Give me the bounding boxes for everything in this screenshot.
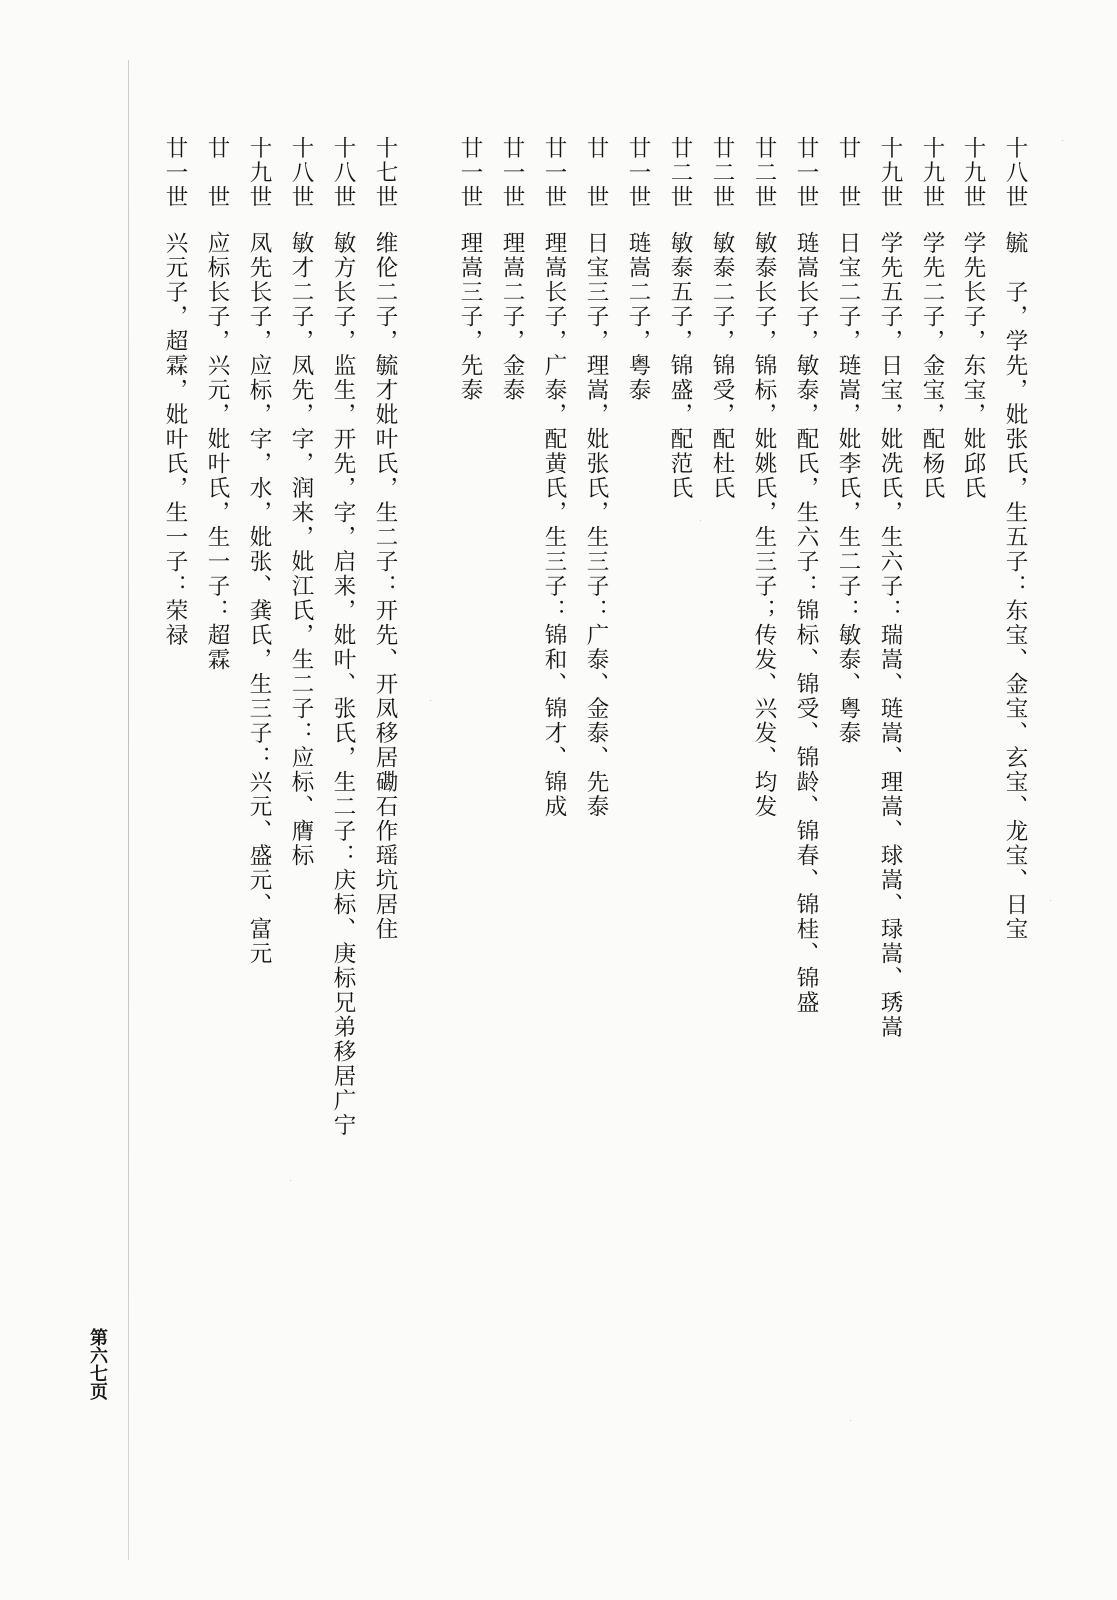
genealogy-entry [707,136,737,501]
entry-text: 敏泰长子，锦标，妣姚氏，生三子；传发、兴发、均发 [751,231,777,819]
page-number: 第六七页 [87,1328,108,1400]
genealogy-entry [202,136,232,672]
genealogy-entry [455,136,485,403]
genealogy-entry [160,136,190,648]
generation-label: 廿一世 [499,136,525,210]
genealogy-entry [749,136,779,819]
generation-label: 十八世 [330,136,356,210]
genealogy-entry [833,136,863,746]
scan-speck [430,700,431,701]
entry-text: 日宝三子，理嵩，妣张氏，生三子：广泰、金泰、先泰 [583,231,609,819]
entry-text: 琏嵩二子，粤泰 [625,231,651,403]
page-fold-line [128,60,129,1560]
generation-label: 十九世 [960,136,986,210]
entry-text: 敏泰二子，锦受，配杜氏 [709,231,735,501]
entry-text: 敏泰五子，锦盛，配范氏 [667,231,693,501]
entry-text: 应标长子，兴元，妣叶氏，生一子：超霖 [204,231,230,672]
generation-label: 廿一世 [541,136,567,210]
genealogy-entry [497,136,527,403]
entry-text: 敏方长子，监生，开先，字，启来，妣叶、张氏，生二子：庆标、庚标兄弟移居广宁 [330,231,356,1138]
entry-text: 凤先长子，应标，字，水，妣张、龚氏，生三子：兴元、盛元、富元 [246,231,272,966]
entry-text: 学先长子，东宝，妣邱氏 [960,231,986,501]
generation-label: 廿一世 [793,136,819,210]
entry-text: 学先五子，日宝，妣冼氏，生六子：瑞嵩、琏嵩、理嵩、球嵩、琭嵩、琇嵩 [877,231,903,1040]
generation-label: 廿 世 [204,136,230,210]
generation-label: 十九世 [246,136,272,210]
scan-speck [850,1420,851,1421]
generation-label: 廿二世 [709,136,735,210]
generation-label: 廿 世 [583,136,609,210]
entry-text: 理嵩长子，广泰，配黄氏，生三子：锦和、锦才、锦成 [541,231,567,819]
entry-text: 维伦二子，毓才妣叶氏，生二子：开先、开凤移居磡石作瑶坑居住 [372,231,398,942]
generation-label: 十九世 [877,136,903,210]
scan-speck [700,520,701,521]
generation-label: 廿一世 [457,136,483,210]
genealogy-entry [286,136,316,868]
genealogy-entry [875,136,905,1040]
generation-label: 十九世 [919,136,945,210]
genealogy-entry [958,136,988,501]
genealogy-entry [791,136,821,1015]
scan-speck [1050,900,1051,901]
entry-text: 理嵩二子，金泰 [499,231,525,403]
generation-label: 廿二世 [751,136,777,210]
generation-label: 廿二世 [667,136,693,210]
genealogy-entry [1000,136,1030,942]
genealogy-entry [244,136,274,966]
genealogy-entry [623,136,653,403]
entry-text: 琏嵩长子，敏泰，配氏，生六子：锦标、锦受、锦龄、锦春、锦桂、锦盛 [793,231,819,1015]
genealogy-entry [917,136,947,501]
scan-speck [1062,140,1063,141]
entry-text: 兴元子，超霖，妣叶氏，生一子：荣禄 [162,231,188,648]
entry-text: 理嵩三子，先泰 [457,231,483,403]
generation-label: 廿 世 [835,136,861,210]
generation-label: 廿一世 [162,136,188,210]
genealogy-entry [581,136,611,819]
scan-speck [290,1180,291,1181]
genealogy-entry [370,136,400,942]
generation-label: 十七世 [372,136,398,210]
genealogy-entry [665,136,695,501]
generation-label: 十八世 [288,136,314,210]
genealogy-entry [539,136,569,819]
generation-label: 廿一世 [625,136,651,210]
entry-text: 学先二子，金宝，配杨氏 [919,231,945,501]
entry-text: 毓 子，学先，妣张氏，生五子：东宝、金宝、玄宝、龙宝、日宝 [1002,231,1028,942]
genealogy-entry [328,136,358,1138]
entry-text: 日宝二子，琏嵩，妣李氏，生二子：敏泰、粤泰 [835,231,861,746]
entry-text: 敏才二子，凤先，字，润来，妣江氏，生二子：应标、膺标 [288,231,314,868]
generation-label: 十八世 [1002,136,1028,210]
